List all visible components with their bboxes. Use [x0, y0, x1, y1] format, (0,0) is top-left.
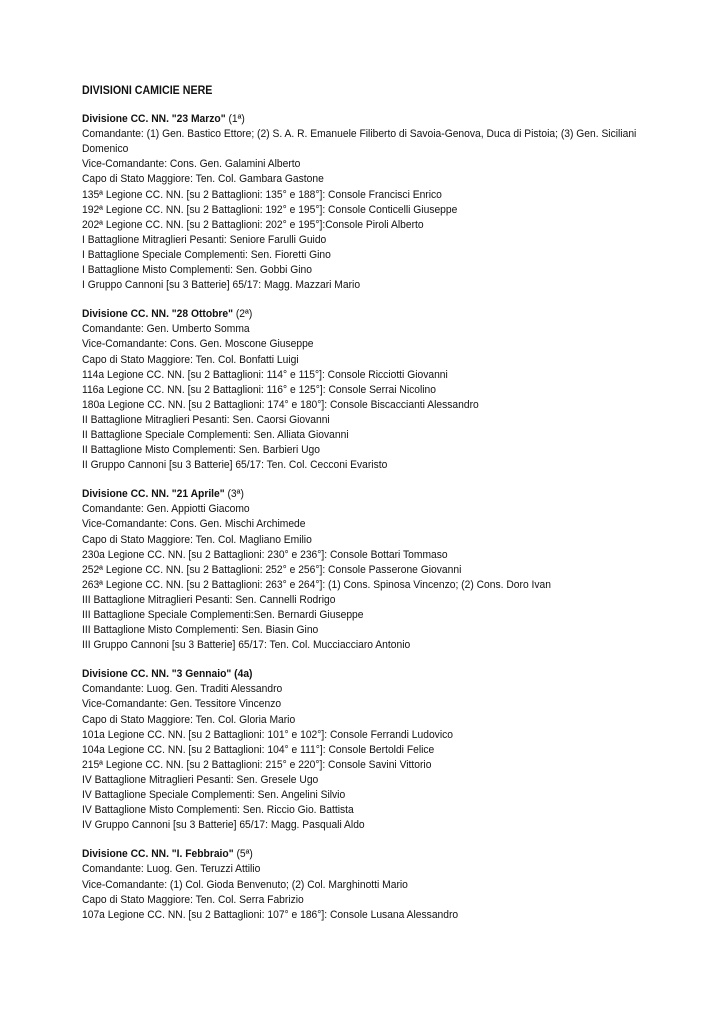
division-entry: Capo di Stato Maggiore: Ten. Col. Gambara Gastone [82, 173, 324, 186]
division-entry: III Battaglione Mitraglieri Pesanti: Sen. Cannelli Rodrigo [82, 593, 336, 606]
division-ordinal: (1ª) [225, 113, 245, 126]
division-entry: II Battaglione Mitraglieri Pesanti: Sen. Caorsi Giovanni [82, 413, 330, 426]
division-entry: III Gruppo Cannoni [su 3 Batterie] 65/17: Ten. Col. Mucciacciaro Antonio [82, 639, 411, 652]
division-entry: 215ª Legione CC. NN. [su 2 Battaglioni: 215° e 220°]: Console Savini Vittorio [82, 758, 432, 771]
division-entry: Vice-Comandante: Cons. Gen. Moscone Giuseppe [82, 338, 314, 351]
division-entry: Capo di Stato Maggiore: Ten. Col. Bonfatti Luigi [82, 353, 299, 366]
division-entry: Vice-Comandante: Cons. Gen. Galamini Alberto [82, 158, 301, 171]
division-block [82, 847, 652, 922]
division-entry: I Battaglione Speciale Complementi: Sen. Fioretti Gino [82, 248, 331, 261]
division-heading [82, 667, 652, 682]
division-heading [82, 487, 652, 502]
division-entry: 192ª Legione CC. NN. [su 2 Battaglioni: 192° e 195°]: Console Conticelli Giuseppe [82, 203, 458, 216]
division-entry: 104a Legione CC. NN. [su 2 Battaglioni: 104° e 111°]: Console Bertoldi Felice [82, 743, 435, 756]
division-entry: I Gruppo Cannoni [su 3 Batterie] 65/17: Magg. Mazzari Mario [82, 279, 361, 292]
divisions-list [82, 112, 652, 923]
division-entry: IV Gruppo Cannoni [su 3 Batterie] 65/17: Magg. Pasquali Aldo [82, 819, 365, 832]
division-entry: IV Battaglione Mitraglieri Pesanti: Sen. Gresele Ugo [82, 773, 319, 786]
division-block [82, 487, 652, 653]
division-heading [82, 307, 652, 322]
division-entry: 114a Legione CC. NN. [su 2 Battaglioni: 114° e 115°]: Console Ricciotti Giovanni [82, 368, 448, 381]
division-entry: 263ª Legione CC. NN. [su 2 Battaglioni: 263° e 264°]: (1) Cons. Spinosa Vincenzo; (2) Cons. Doro Ivan [82, 578, 551, 591]
division-entry: III Battaglione Misto Complementi: Sen. Biasin Gino [82, 624, 319, 637]
division-ordinal: (2ª) [233, 308, 253, 321]
division-entry: I Battaglione Mitraglieri Pesanti: Seniore Farulli Guido [82, 233, 327, 246]
division-entry: Vice-Comandante: (1) Col. Gioda Benvenuto; (2) Col. Marghinotti Mario [82, 878, 408, 891]
division-entry: I Battaglione Misto Complementi: Sen. Gobbi Gino [82, 264, 312, 277]
division-entry: Vice-Comandante: Cons. Gen. Mischi Archimede [82, 518, 306, 531]
division-heading [82, 847, 652, 862]
division-entry: Comandante: (1) Gen. Bastico Ettore; (2) S. A. R. Emanuele Filiberto di Savoia-Genova, Duca di Pistoia; (3) Gen. Siciliani Domenico [82, 128, 637, 156]
division-block [82, 307, 652, 473]
division-heading [82, 112, 652, 127]
division-entry: II Gruppo Cannoni [su 3 Batterie] 65/17: Ten. Col. Cecconi Evaristo [82, 459, 388, 472]
division-name: Divisione CC. NN. "3 Gennaio" (4a) [82, 668, 253, 681]
division-entry: 180a Legione CC. NN. [su 2 Battaglioni: 174° e 180°]: Console Biscaccianti Alessandro [82, 398, 479, 411]
division-entry: IV Battaglione Speciale Complementi: Sen. Angelini Silvio [82, 789, 346, 802]
division-entry: III Battaglione Speciale Complementi:Sen. Bernardi Giuseppe [82, 609, 364, 621]
division-ordinal: (3ª) [224, 488, 244, 501]
division-ordinal: (5ª) [233, 848, 253, 861]
division-entry: 252ª Legione CC. NN. [su 2 Battaglioni: 252° e 256°]: Console Passerone Giovanni [82, 563, 462, 576]
division-entry: Comandante: Gen. Umberto Somma [82, 323, 250, 336]
division-entry: 116a Legione CC. NN. [su 2 Battaglioni: 116° e 125°]: Console Serrai Nicolino [82, 383, 436, 396]
division-entry: 101a Legione CC. NN. [su 2 Battaglioni: 101° e 102°]: Console Ferrandi Ludovico [82, 728, 453, 741]
division-entry: II Battaglione Speciale Complementi: Sen. Alliata Giovanni [82, 428, 349, 441]
division-entry: II Battaglione Misto Complementi: Sen. Barbieri Ugo [82, 444, 320, 457]
division-entry: Capo di Stato Maggiore: Ten. Col. Gloria Mario [82, 713, 296, 726]
division-block [82, 667, 652, 833]
division-entry: Vice-Comandante: Gen. Tessitore Vincenzo [82, 698, 282, 711]
division-name: Divisione CC. NN. "23 Marzo" [82, 113, 226, 126]
division-name: Divisione CC. NN. "21 Aprile" [82, 488, 225, 501]
division-entry: Comandante: Luog. Gen. Teruzzi Attilio [82, 863, 261, 876]
division-entry: Capo di Stato Maggiore: Ten. Col. Magliano Emilio [82, 533, 312, 546]
document-body [82, 83, 652, 937]
division-entry: Capo di Stato Maggiore: Ten. Col. Serra Fabrizio [82, 893, 304, 906]
division-entry: 135ª Legione CC. NN. [su 2 Battaglioni: 135° e 188°]: Console Francisci Enrico [82, 188, 442, 201]
document-title: DIVISIONI CAMICIE NERE [82, 84, 213, 97]
division-entry: IV Battaglione Misto Complementi: Sen. Riccio Gio. Battista [82, 804, 354, 817]
division-entry: Comandante: Luog. Gen. Traditi Alessandro [82, 683, 283, 696]
division-name: Divisione CC. NN. "28 Ottobre" [82, 308, 234, 321]
division-entry: Comandante: Gen. Appiotti Giacomo [82, 503, 250, 516]
division-entry: 107a Legione CC. NN. [su 2 Battaglioni: 107° e 186°]: Console Lusana Alessandro [82, 908, 459, 921]
division-name: Divisione CC. NN. "I. Febbraio" [82, 848, 234, 861]
division-block [82, 112, 652, 293]
division-entry: 230a Legione CC. NN. [su 2 Battaglioni: 230° e 236°]: Console Bottari Tommaso [82, 548, 448, 561]
division-entry: 202ª Legione CC. NN. [su 2 Battaglioni: 202° e 195°]:Console Piroli Alberto [82, 218, 424, 231]
